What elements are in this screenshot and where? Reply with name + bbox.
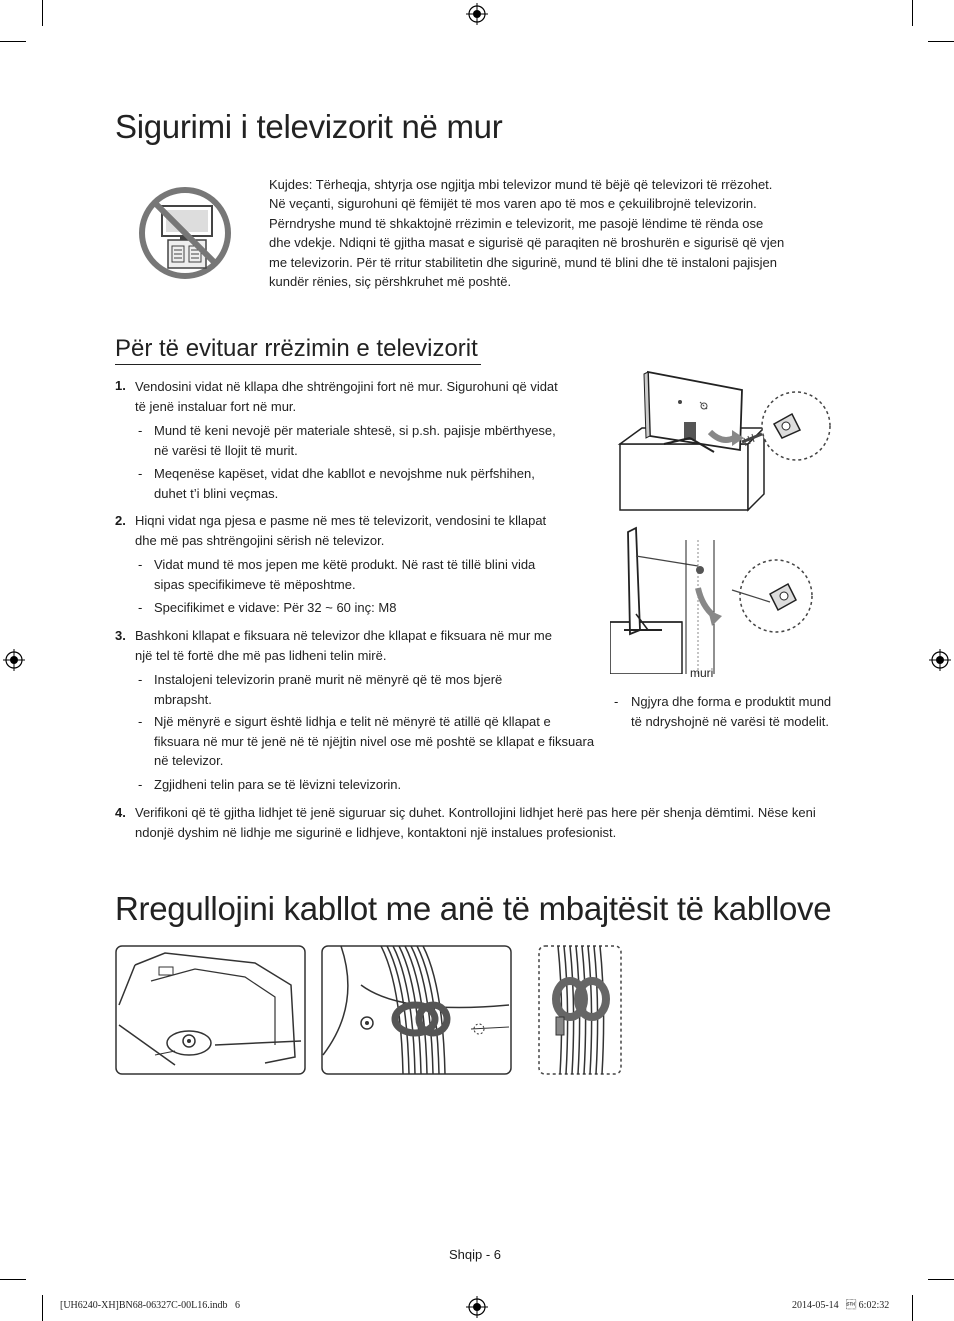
page-number: Shqip - 6 [449,1247,502,1262]
note-line: Ngjyra dhe forma e produktit mund [631,694,832,709]
crop-mark [0,41,26,42]
bullet-line: sipas specifikimeve të mëposhtme. [154,576,356,592]
step-line: dhe më pas shtrëngojini sërish në televizor. [135,532,385,548]
bullet-line: Mund të keni nevojë për materiale shtesë, si p.sh. pajisje mbërthyese, [154,423,556,438]
print-slug-right: 2014-05-14  6:02:32 [792,1300,890,1311]
section-title: Rregullojini kabllot me anë të mbajtësit të kabllove [115,890,832,927]
bullet-line: në varësi të llojit të murit. [154,442,298,458]
crop-mark [912,0,913,26]
bullet-dash: - [138,557,143,572]
print-slug-left: [UH6240-XH]BN68-06327C-00L16.indb 6 [60,1300,240,1311]
bullet-text [154,555,535,594]
bullet-text [154,712,594,771]
bullet-dash: - [138,672,143,687]
subsection-title: Për të evituar rrëzimin e televizorit [115,335,478,362]
bullet-dash: - [138,714,143,729]
registration-mark-icon [3,649,25,671]
bullet-dash: - [138,423,143,438]
registration-mark-icon [466,1296,488,1318]
step-line: Verifikoni që të gjitha lidhjet të jenë siguruar siç duhet. Kontrollojini lidhjet herë pas here për shenja dëmtimi. Nëse keni [135,805,816,820]
crop-mark [928,1279,954,1280]
step-line: Bashkoni kllapat e fiksuara në televizor dhe kllapat e fiksuara në mur me [135,628,552,643]
bullet-line: fiksuara në mur të jenë në të njëjtin nivel ose më poshtë se kllapat e fiksuara [154,733,595,749]
bullet-text [154,464,535,503]
crop-mark [0,1279,26,1280]
bullet-text [154,598,396,618]
step-line: Hiqni vidat nga pjesa e pasme në mes të televizorit, vendosini te kllapat [135,513,547,528]
bullet-line: Meqenëse kapëset, vidat dhe kabllot e nevojshme nuk përfshihen, [154,466,535,481]
step-number: 3. [115,628,126,643]
crop-mark [928,41,954,42]
step-number: 2. [115,513,126,528]
crop-mark [42,1295,43,1321]
note-line: të ndryshojnë në varësi të modelit. [631,713,829,729]
cable-holder-step2-illustration [321,945,512,1075]
bullet-text [154,775,401,795]
product-note [631,692,831,731]
bullet-line: Specifikimet e vidave: Për 32 ~ 60 inç: M8 [154,600,397,615]
bullet-line: Zgjidheni telin para se të lëvizni televizorin. [154,777,402,792]
bullet-line: Një mënyrë e sigurt është lidhja e telit në mënyrë të atillë që kllapat e [154,714,551,729]
bullet-dash: - [614,694,619,709]
bullet-text [154,670,502,709]
subsection-underline [115,364,481,365]
bullet-line: Vidat mund të mos jepen me këtë produkt. Në rast të tillë blini vida [154,557,536,572]
bullet-dash: - [138,466,143,481]
step-line: të jenë instaluar fort në mur. [135,398,297,414]
bullet-line: mbrapsht. [154,691,212,707]
tv-bracket-screw-illustration [614,366,836,514]
caution-line: Kujdes: Tërheqja, shtyrja ose ngjitja mbi televizor mund të bëjë që televizori të rrëzohet. [269,177,773,192]
step-text [135,803,816,842]
bullet-dash: - [138,600,143,615]
registration-mark-icon [466,3,488,25]
cable-holder-step1-illustration [115,945,306,1075]
registration-mark-icon [929,649,951,671]
step-line: Vendosini vidat në kllapa dhe shtrëngojini fort në mur. Sigurohuni që vidat [135,379,558,394]
step-text [135,511,546,550]
bullet-dash: - [138,777,143,792]
step-line: një tel të fortë dhe më pas lidheni telin mirë. [135,647,387,663]
step-text [135,626,552,665]
caution-line: dhe vdekje. Ndiqni të gjitha masat e sigurisë që paraqiten në broshurën e sigurisë që vjen [269,235,785,251]
step-line: ndonjë dyshim në lidhje me sigurinë e lidhjeve, kontaktoni një instalues profesionist. [135,824,617,840]
section-title: Sigurimi i televizorit në mur [115,108,503,145]
caution-line: kundër rënies, siç përshkruhet më poshtë. [269,274,512,290]
caution-line: Në veçanti, sigurohuni që fëmijët të mos varen apo të mos e çekuilibrojnë televizorin. [269,196,757,212]
bullet-line: duhet t’i blini veçmas. [154,485,279,501]
step-text [135,377,558,416]
cable-holder-step3-illustration [538,945,622,1075]
wall-label: muri [690,666,714,680]
step-number: 1. [115,378,126,393]
crop-mark [42,0,43,26]
bullet-line: në televizor. [154,753,224,768]
step-number: 4. [115,805,126,820]
bullet-line: Instalojeni televizorin pranë murit në mënyrë që të mos bjerë [154,672,503,687]
caution-line: Përndryshe mund të shkaktojnë rrëzimin e televizorit, me pasojë lëndime të rënda ose [269,215,764,231]
no-climbing-tv-icon [138,186,234,280]
bullet-text [154,421,556,460]
caution-text [269,175,784,291]
tv-wall-cord-illustration [610,526,816,674]
caution-line: me televizorin. Për të rritur stabilitetin dhe sigurinë, mund të blini dhe të instaloni pajisjen [269,254,777,270]
crop-mark [912,1295,913,1321]
